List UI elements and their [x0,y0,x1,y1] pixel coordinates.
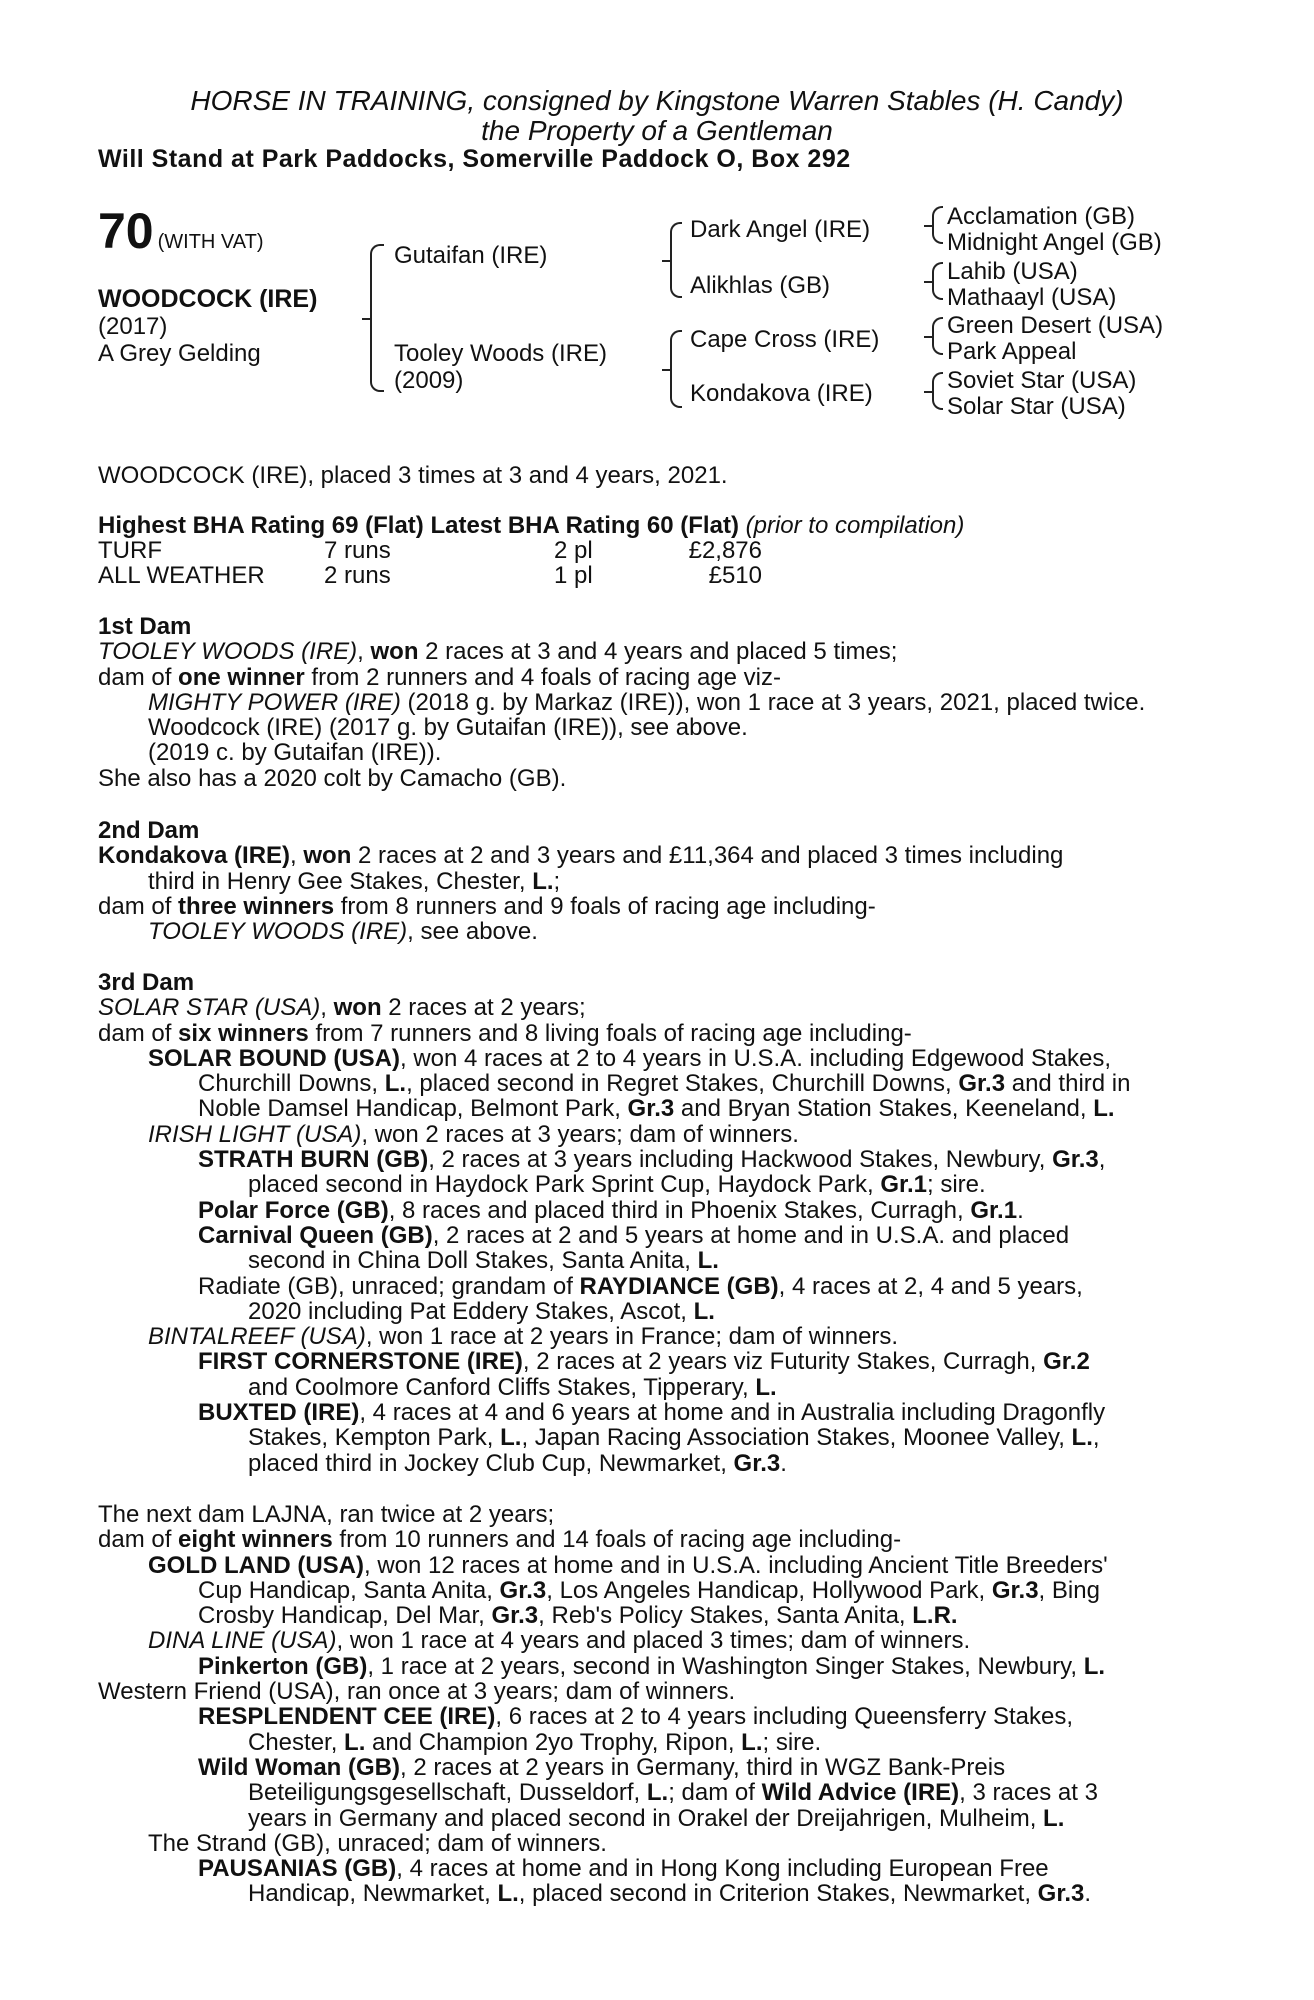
produce-line-cont [98,1425,1198,1450]
first-dam-section [98,614,1198,791]
text: and third in [1005,1070,1131,1098]
produce-name: TOOLEY WOODS (IRE) [148,918,408,946]
produce-line [98,1274,1198,1299]
produce-line [98,1223,1198,1248]
produce-line [98,1349,1198,1374]
produce-line [98,1198,1198,1223]
text: , 4 races at 4 and 6 years at home and in Australia including Dragonfly [359,1399,1106,1427]
text: , 4 races at 2, 4 and 5 years, [778,1272,1083,1300]
text: , [1098,1146,1106,1174]
grade: Gr.3 [991,1576,1039,1604]
text: second in China Doll Stakes, Santa Anita, [248,1247,698,1275]
grade: Gr.1 [880,1171,928,1199]
text: years in Germany and placed second in Orakel der Dreijahrigen, Mulheim, [248,1804,1044,1832]
text: , won 12 races at home and in U.S.A. including Ancient Title Breeders' [363,1551,1108,1579]
text: , 6 races at 2 to 4 years including Queensferry Stakes, [495,1703,1074,1731]
produce-line [98,1704,1198,1729]
text: 2 races at 2 and 3 years and £11,364 and placed 3 times including [351,842,1064,870]
produce-name: DINA LINE (USA) [148,1627,337,1655]
grade: L. [1043,1804,1065,1832]
text: Beteiligungsgesellschaft, Dusseldorf, [248,1779,647,1807]
text: Radiate (GB), unraced; grandam of [198,1272,580,1300]
produce-line-cont [98,1096,1198,1121]
text: from 7 runners and 8 living foals of racing age including- [308,1019,912,1047]
pedigree-brace [932,317,943,355]
text: . [780,1449,787,1477]
pedigree-brace [932,262,943,300]
dam-of-line [98,894,1198,919]
grade: L.R. [912,1602,958,1630]
grade: L. [1093,1095,1115,1123]
text: , 1 race at 2 years, second in Washington Singer Stakes, Newbury, [367,1652,1084,1680]
produce-line-cont [98,1071,1198,1096]
text: ; sire. [927,1171,986,1199]
text: dam of [98,1526,179,1554]
text: , 2 races at 3 years including Hackwood Stakes, Newbury, [428,1146,1053,1174]
text: ; [553,867,561,895]
produce-line-cont [98,1451,1198,1476]
produce-name: RAYDIANCE (GB) [579,1272,779,1300]
horse-description: A Grey Gelding [98,340,261,367]
text: , 2 races at 2 years viz Futurity Stakes, Curragh, [522,1348,1044,1376]
produce-name: Carnival Queen (GB) [198,1221,433,1249]
produce-name: STRATH BURN (GB) [198,1146,429,1174]
pedigree-sire-dam: Alikhlas (GB) [690,272,831,299]
winners-count: one winner [178,663,305,691]
produce-line [98,1324,1198,1349]
text: , Reb's Policy Stakes, Santa Anita, [538,1602,913,1630]
produce-line-cont [98,1730,1198,1755]
text: and Coolmore Canford Cliffs Stakes, Tipperary, [248,1373,756,1401]
produce-line [98,1147,1198,1172]
text: , [1092,1424,1100,1452]
grade: L. [755,1373,777,1401]
grade: L. [532,867,554,895]
horse-name: WOODCOCK (IRE) [98,285,318,313]
text: placed second in Haydock Park Sprint Cup, Haydock Park, [248,1171,881,1199]
produce-line-cont [98,1806,1198,1831]
text: , see above. [407,918,538,946]
dam-line: Kondakova (IRE), won 2 races at 2 and 3 years and £11,364 and placed 3 times including [98,842,1064,870]
text: . [1017,1196,1024,1224]
text: dam of [98,1019,179,1047]
text: Handicap, Newmarket, [248,1880,498,1908]
text: placed third in Jockey Club Cup, Newmarket, [248,1449,734,1477]
produce-line [98,919,1198,944]
produce-line [98,690,1198,715]
produce-line: The Strand (GB), unraced; dam of winners. [148,1829,607,1857]
dam-line: TOOLEY WOODS (IRE), won 2 races at 3 and 4 years and placed 5 times; [98,638,898,666]
text: , Bing [1038,1576,1100,1604]
produce-line-cont [98,1780,1198,1805]
grade: Gr.3 [1037,1880,1085,1908]
property-line: the Property of a Gentleman [481,115,833,146]
pedigree-brace [932,372,943,410]
text: dam of [98,892,179,920]
record-placed: 1 pl [554,562,593,589]
dam-line: The next dam LAJNA, ran twice at 2 years; [98,1501,555,1528]
vat-label: (WITH VAT) [157,231,264,253]
lot-number: 70 [98,203,154,259]
dam-line: SOLAR STAR (USA), won 2 races at 2 years; [98,994,586,1022]
produce-name: MIGHTY POWER (IRE) [148,688,401,716]
produce-line [98,1400,1198,1425]
text: , won 4 races at 2 to 4 years in U.S.A. including Edgewood Stakes, [400,1044,1112,1072]
text: Churchill Downs, [198,1070,385,1098]
grade: L. [1083,1652,1106,1680]
text: , 2 races at 2 years in Germany, third in WGZ Bank-Preis [399,1753,1006,1781]
grade: Gr.3 [958,1070,1006,1098]
produce-name: FIRST CORNERSTONE (IRE) [198,1348,523,1376]
pedigree-ssd: Midnight Angel (GB) [947,229,1162,256]
produce-line: Woodcock (IRE) (2017 g. by Gutaifan (IRE)), see above. [148,714,748,742]
text: from 10 runners and 14 foals of racing age including- [332,1526,902,1554]
pedigree-sire: Gutaifan (IRE) [394,242,548,269]
pedigree-brace [670,222,682,298]
lot-number-block [98,203,264,259]
consignor-line: HORSE IN TRAINING, consigned by Kingstone Warren Stables (H. Candy) [190,85,1124,116]
produce-name: Polar Force (GB) [198,1196,389,1224]
produce-line [98,1122,1198,1147]
produce-line-cont [98,1172,1198,1197]
text: , 2 races at 2 and 5 years at home and in U.S.A. and placed [432,1221,1070,1249]
grade: L. [384,1070,407,1098]
grade: L. [497,1880,519,1908]
text: , 4 races at home and in Hong Kong including European Free [396,1855,1049,1883]
pedigree-dam: Tooley Woods (IRE) [394,340,607,367]
produce-line-cont [98,1578,1198,1603]
produce-line [98,1046,1198,1071]
grade: L. [1071,1424,1093,1452]
section-heading: 2nd Dam [98,817,200,844]
text: and Champion 2yo Trophy, Ripon, [365,1728,742,1756]
grade: Gr.3 [627,1095,675,1123]
produce-name: BUXTED (IRE) [198,1399,360,1427]
record-prize: £2,876 [688,537,762,564]
text: third in Henry Gee Stakes, Chester, [148,867,533,895]
grade: Gr.3 [491,1602,539,1630]
stand-location: Will Stand at Park Paddocks, Somerville Paddock O, Box 292 [98,145,851,173]
grade: Gr.3 [1052,1146,1099,1174]
pedigree-dsd: Park Appeal [947,338,1077,365]
text: , 3 races at 3 [959,1779,1098,1807]
text: . [1084,1880,1092,1908]
text: , placed second in Regret Stakes, Churchill Downs, [406,1070,959,1098]
won-label: won [370,638,419,666]
record-prize: £510 [708,562,762,589]
dam-record: 2 races at 3 and 4 years and placed 5 times; [418,638,898,666]
produce-name: IRISH LIGHT (USA) [148,1120,362,1148]
pedigree-sds: Lahib (USA) [947,258,1078,285]
text: ; sire. [762,1728,822,1756]
produce-line [98,1553,1198,1578]
pedigree-dds: Soviet Star (USA) [947,367,1137,394]
pedigree-sss: Acclamation (GB) [947,203,1136,230]
race-summary: WOODCOCK (IRE), placed 3 times at 3 and 4 years, 2021. [98,462,728,489]
dam-line-cont [98,869,1198,894]
produce-name: RESPLENDENT CEE (IRE) [198,1703,496,1731]
pedigree-brace [932,206,943,244]
bha-rating-label: Highest BHA Rating 69 (Flat) Latest BHA Rating 60 (Flat) [98,512,739,539]
text: , 8 races and placed third in Phoenix Stakes, Curragh, [388,1196,971,1224]
pedigree-sire-sire: Dark Angel (IRE) [690,216,871,243]
produce-line [98,1628,1198,1653]
produce-line: Western Friend (USA), ran once at 3 years; dam of winners. [98,1678,736,1706]
produce-line-cont [98,1375,1198,1400]
produce-name: PAUSANIAS (GB) [198,1855,397,1883]
grade: Gr.1 [970,1196,1018,1224]
section-heading: 1st Dam [98,613,192,640]
grade: L. [741,1728,763,1756]
grade: L. [697,1247,719,1275]
winners-count: three winners [178,892,335,920]
text: , placed second in Criterion Stakes, Newmarket, [518,1880,1038,1908]
produce-line-cont [98,1248,1198,1273]
dam-of-line [98,665,1198,690]
winners-count: eight winners [178,1526,333,1554]
pedigree-brace [670,330,682,408]
horse-year: (2017) [98,313,168,340]
grade: Gr.2 [1043,1348,1090,1376]
produce-line-cont [98,1603,1198,1628]
pedigree-dam-year: (2009) [394,367,464,394]
pedigree-dam-dam: Kondakova (IRE) [690,380,873,407]
next-dam-section [98,1502,1198,1907]
pedigree-sdd: Mathaayl (USA) [947,284,1117,311]
dam-name: SOLAR STAR (USA) [98,994,321,1022]
pedigree-brace [370,244,384,392]
dam-of-line [98,1021,1198,1046]
text: , won 1 race at 2 years in France; dam of winners. [365,1323,899,1351]
won-label: won [333,994,382,1022]
produce-name: Pinkerton (GB) [198,1652,368,1680]
winners-count: six winners [178,1019,309,1047]
text: 2020 including Pat Eddery Stakes, Ascot, [248,1297,694,1325]
produce-name: Wild Advice (IRE) [761,1779,960,1807]
grade: L. [344,1728,366,1756]
produce-line [98,1856,1198,1881]
text: from 8 runners and 9 foals of racing age including- [334,892,876,920]
record-runs: 2 runs [324,562,391,589]
text: from 2 runners and 4 foals of racing age viz- [304,663,781,691]
pedigree-dss: Green Desert (USA) [947,312,1164,339]
record-surface: TURF [98,537,162,564]
produce-name: SOLAR BOUND (USA) [148,1044,400,1072]
dam-name: TOOLEY WOODS (IRE) [98,638,358,666]
text: Chester, [248,1728,345,1756]
grade: L. [646,1779,669,1807]
record-placed: 2 pl [554,537,593,564]
produce-name: BINTALREEF (USA) [148,1323,366,1351]
text: ; dam of [668,1779,762,1807]
pedigree-dam-sire: Cape Cross (IRE) [690,326,880,353]
produce-line [98,1654,1198,1679]
text: , won 2 races at 3 years; dam of winners. [361,1120,799,1148]
bha-ratings [98,512,964,539]
produce-name: Wild Woman (GB) [198,1753,400,1781]
text: (2018 g. by Markaz (IRE)), won 1 race at 3 years, 2021, placed twice. [400,688,1146,716]
pedigree-ddd: Solar Star (USA) [947,393,1126,420]
text: Cup Handicap, Santa Anita, [198,1576,500,1604]
text: , won 1 race at 4 years and placed 3 times; dam of winners. [336,1627,971,1655]
produce-line-cont [98,1299,1198,1324]
produce-line [98,1755,1198,1780]
text: Crosby Handicap, Del Mar, [198,1602,492,1630]
text: dam of [98,663,179,691]
bha-rating-note: (prior to compilation) [745,512,965,539]
dam-of-line [98,1527,1198,1552]
record-surface: ALL WEATHER [98,562,265,589]
also-line: She also has a 2020 colt by Camacho (GB). [98,764,567,792]
text: Noble Damsel Handicap, Belmont Park, [198,1095,628,1123]
grade: Gr.3 [499,1576,547,1604]
produce-name: GOLD LAND (USA) [148,1551,364,1579]
second-dam-section [98,818,1198,944]
grade: Gr.3 [733,1449,781,1477]
dam-name: Kondakova (IRE) [98,842,291,870]
grade: L. [500,1424,522,1452]
produce-line-cont [98,1881,1198,1906]
text: Stakes, Kempton Park, [248,1424,501,1452]
text: , Japan Racing Association Stakes, Moonee Valley, [521,1424,1072,1452]
produce-line: (2019 c. by Gutaifan (IRE)). [148,739,442,767]
won-label: won [303,842,352,870]
text: and Bryan Station Stakes, Keeneland, [674,1095,1094,1123]
grade: L. [693,1297,715,1325]
third-dam-section [98,970,1198,1476]
text: , Los Angeles Handicap, Hollywood Park, [546,1576,992,1604]
record-runs: 7 runs [324,537,391,564]
text: 2 races at 2 years; [381,994,586,1022]
section-heading: 3rd Dam [98,969,195,996]
